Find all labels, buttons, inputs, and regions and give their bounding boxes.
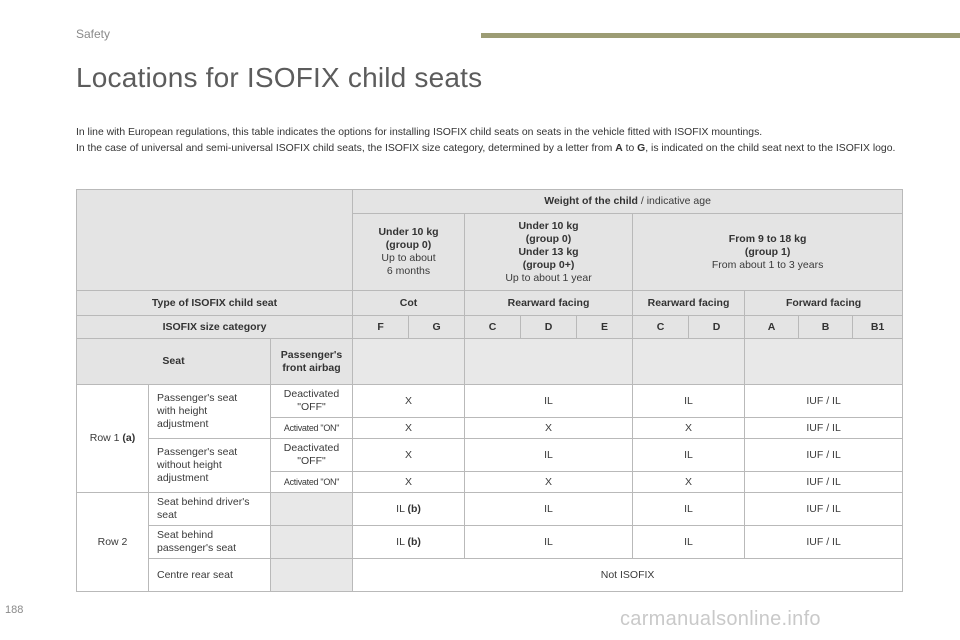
intro-letter-g: G xyxy=(637,143,646,154)
pass-2: passenger's seat xyxy=(157,542,237,554)
watermark: carmanualsonline.info xyxy=(620,608,821,630)
pass-1: Seat behind xyxy=(157,529,214,541)
row1-note: (a) xyxy=(122,432,136,444)
centre-rear-seat: Centre rear seat xyxy=(149,559,271,592)
r4-forward: IUF / IL xyxy=(745,472,903,493)
airbag-na-3 xyxy=(271,559,353,592)
group-2-line-3: From about 1 to 3 years xyxy=(711,258,824,271)
r1-forward: IUF / IL xyxy=(745,385,903,418)
deact-2a: Deactivated xyxy=(283,442,340,454)
intro-line-2a: In the case of universal and semi-universal ISOFIX child seats, the ISOFIX size category, determined by a letter from xyxy=(76,143,616,154)
r6-note: (b) xyxy=(407,535,421,548)
size-b: B xyxy=(799,316,853,339)
seat-behind-driver xyxy=(149,493,271,526)
intro-letter-a: A xyxy=(615,143,623,154)
size-a: A xyxy=(745,316,799,339)
r3-cot: X xyxy=(353,439,465,472)
seat-height-2: with height xyxy=(157,405,208,417)
row2-label: Row 2 xyxy=(77,493,149,592)
r4-rear1: X xyxy=(465,472,633,493)
seat-behind-passenger xyxy=(149,526,271,559)
size-e: E xyxy=(577,316,633,339)
type-rearward-1: Rearward facing xyxy=(465,291,633,316)
group-under13 xyxy=(465,214,633,291)
driver-2: seat xyxy=(157,509,177,521)
r4-rear2: X xyxy=(633,472,745,493)
r1-rear1: IL xyxy=(465,385,633,418)
seat-height-adjust xyxy=(149,385,271,439)
group-1-line-1: Under 10 kg xyxy=(518,219,579,232)
group-0-line-1: Under 10 kg xyxy=(378,226,439,238)
deact-2b: "OFF" xyxy=(297,455,326,467)
shade-cot xyxy=(353,339,465,385)
r5-forward: IUF / IL xyxy=(745,493,903,526)
r6-forward: IUF / IL xyxy=(745,526,903,559)
size-f: F xyxy=(353,316,409,339)
group-1-line-3: Under 13 kg xyxy=(518,245,579,258)
r5-rear2: IL xyxy=(633,493,745,526)
intro-paragraph xyxy=(76,125,896,157)
r3-rear1: IL xyxy=(465,439,633,472)
group-2-line-2: (group 1) xyxy=(744,245,791,258)
deact-1a: Deactivated xyxy=(283,388,340,400)
airbag-deact-2 xyxy=(271,439,353,472)
type-rearward-2: Rearward facing xyxy=(633,291,745,316)
r3-forward: IUF / IL xyxy=(745,439,903,472)
page-title: Locations for ISOFIX child seats xyxy=(76,62,483,93)
r5-cot xyxy=(353,493,465,526)
seat-label: Seat xyxy=(77,339,271,385)
type-cot: Cot xyxy=(353,291,465,316)
r5-rear1: IL xyxy=(465,493,633,526)
size-d1: D xyxy=(521,316,577,339)
isofix-table xyxy=(76,189,903,592)
r5-il: IL xyxy=(396,502,408,515)
page-number: 188 xyxy=(5,604,24,616)
group-1-line-5: Up to about 1 year xyxy=(505,271,592,284)
type-label: Type of ISOFIX child seat xyxy=(77,291,353,316)
r5-note: (b) xyxy=(407,502,421,515)
r4-cot: X xyxy=(353,472,465,493)
size-label: ISOFIX size category xyxy=(77,316,353,339)
seat-noheight-2: without height xyxy=(157,459,222,471)
intro-line-2b: , is indicated on the child seat next to the ISOFIX logo. xyxy=(645,143,896,154)
size-c2: C xyxy=(633,316,689,339)
shade-rear-2 xyxy=(633,339,745,385)
r2-rear2: X xyxy=(633,418,745,439)
airbag-act-2: Activated "ON" xyxy=(271,472,353,493)
seat-height-3: adjustment xyxy=(157,418,209,430)
r6-rear1: IL xyxy=(465,526,633,559)
airbag-label-1: Passenger's xyxy=(280,348,343,361)
r2-rear1: X xyxy=(465,418,633,439)
group-0-line-3: Up to about xyxy=(381,252,436,264)
airbag-deact-1 xyxy=(271,385,353,418)
weight-header xyxy=(353,190,903,214)
airbag-na-1 xyxy=(271,493,353,526)
r3-rear2: IL xyxy=(633,439,745,472)
r1-rear2: IL xyxy=(633,385,745,418)
type-forward: Forward facing xyxy=(745,291,903,316)
airbag-act-1: Activated "ON" xyxy=(271,418,353,439)
airbag-label xyxy=(271,339,353,385)
seat-no-height-adjust xyxy=(149,439,271,493)
size-d2: D xyxy=(689,316,745,339)
weight-header-rest: / indicative age xyxy=(637,195,711,207)
group-0-line-2: (group 0) xyxy=(385,239,432,251)
group-2-line-1: From 9 to 18 kg xyxy=(728,232,807,245)
section-bar xyxy=(481,33,960,38)
header-blank xyxy=(77,190,353,291)
group-1-line-2: (group 0) xyxy=(525,232,572,245)
r2-forward: IUF / IL xyxy=(745,418,903,439)
intro-line-1: In line with European regulations, this table indicates the options for installing ISOFIX child seats on seats in the vehicle fitted with ISOFIX mountings. xyxy=(76,127,763,138)
airbag-label-2: front airbag xyxy=(282,361,341,374)
r6-rear2: IL xyxy=(633,526,745,559)
r1-cot: X xyxy=(353,385,465,418)
seat-noheight-1: Passenger's seat xyxy=(157,446,238,458)
group-9to18 xyxy=(633,214,903,291)
size-c1: C xyxy=(465,316,521,339)
intro-to: to xyxy=(622,143,638,154)
r6-cot xyxy=(353,526,465,559)
driver-1: Seat behind driver's xyxy=(157,496,250,508)
weight-header-bold: Weight of the child xyxy=(544,195,638,207)
seat-noheight-3: adjustment xyxy=(157,472,209,484)
deact-1b: "OFF" xyxy=(297,401,326,413)
r6-il: IL xyxy=(396,535,408,548)
airbag-na-2 xyxy=(271,526,353,559)
row1-text: Row 1 xyxy=(89,432,123,444)
row1-label xyxy=(77,385,149,493)
shade-rear-1 xyxy=(465,339,633,385)
r2-cot: X xyxy=(353,418,465,439)
group-under10 xyxy=(353,214,465,291)
group-0-line-4: 6 months xyxy=(386,265,431,277)
size-b1: B1 xyxy=(853,316,903,339)
seat-height-1: Passenger's seat xyxy=(157,392,238,404)
shade-forward xyxy=(745,339,903,385)
size-g: G xyxy=(409,316,465,339)
section-label: Safety xyxy=(76,27,111,41)
group-1-line-4: (group 0+) xyxy=(522,258,575,271)
not-isofix: Not ISOFIX xyxy=(353,559,903,592)
